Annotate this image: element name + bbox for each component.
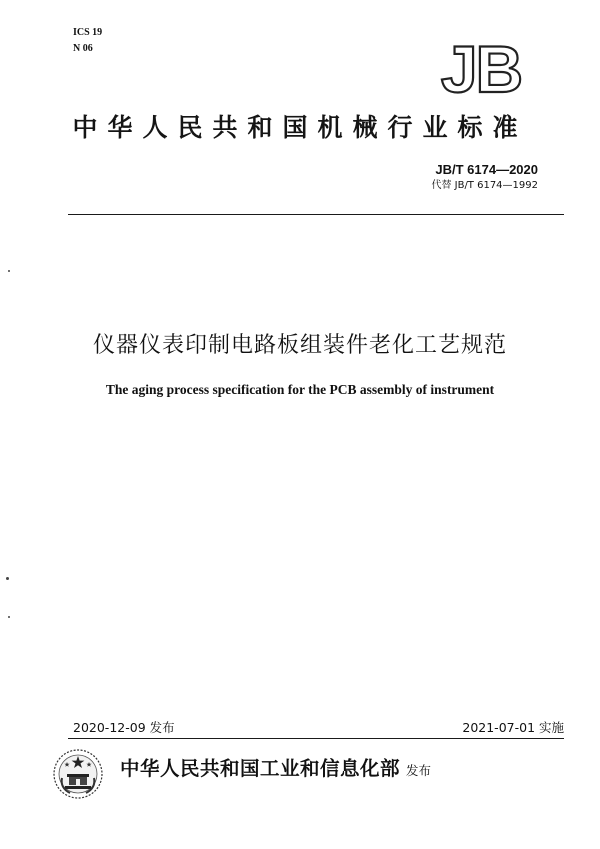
- issuer-suffix: 发布: [406, 763, 432, 778]
- national-emblem-icon: [52, 748, 104, 800]
- ics-code: ICS 19: [73, 27, 103, 38]
- scan-speck: [8, 270, 10, 272]
- scan-speck: [6, 577, 9, 580]
- jb-logo-icon: [425, 36, 537, 98]
- issue-date: 2020-12-09 发布: [73, 720, 175, 735]
- standard-number: JB/T 6174—2020: [435, 162, 538, 177]
- jb-logo-text: JB: [440, 36, 522, 98]
- ccs-code: N 06: [73, 43, 93, 54]
- footer-divider: [68, 738, 564, 739]
- document-title-english: The aging process specification for the PCB assembly of instrument: [105, 382, 495, 397]
- scan-speck: [8, 616, 10, 618]
- replaces-standard: 代替 JB/T 6174—1992: [431, 180, 538, 191]
- header-divider: [68, 214, 564, 215]
- implementation-date: 2021-07-01 实施: [462, 720, 564, 735]
- document-title-chinese: 仪器仪表印制电路板组装件老化工艺规范: [92, 333, 507, 358]
- issuer-name: 中华人民共和国工业和信息化部: [120, 757, 401, 780]
- issuing-authority: [120, 756, 431, 784]
- industry-standard-title: 中华人民共和国机械行业标准: [72, 113, 528, 142]
